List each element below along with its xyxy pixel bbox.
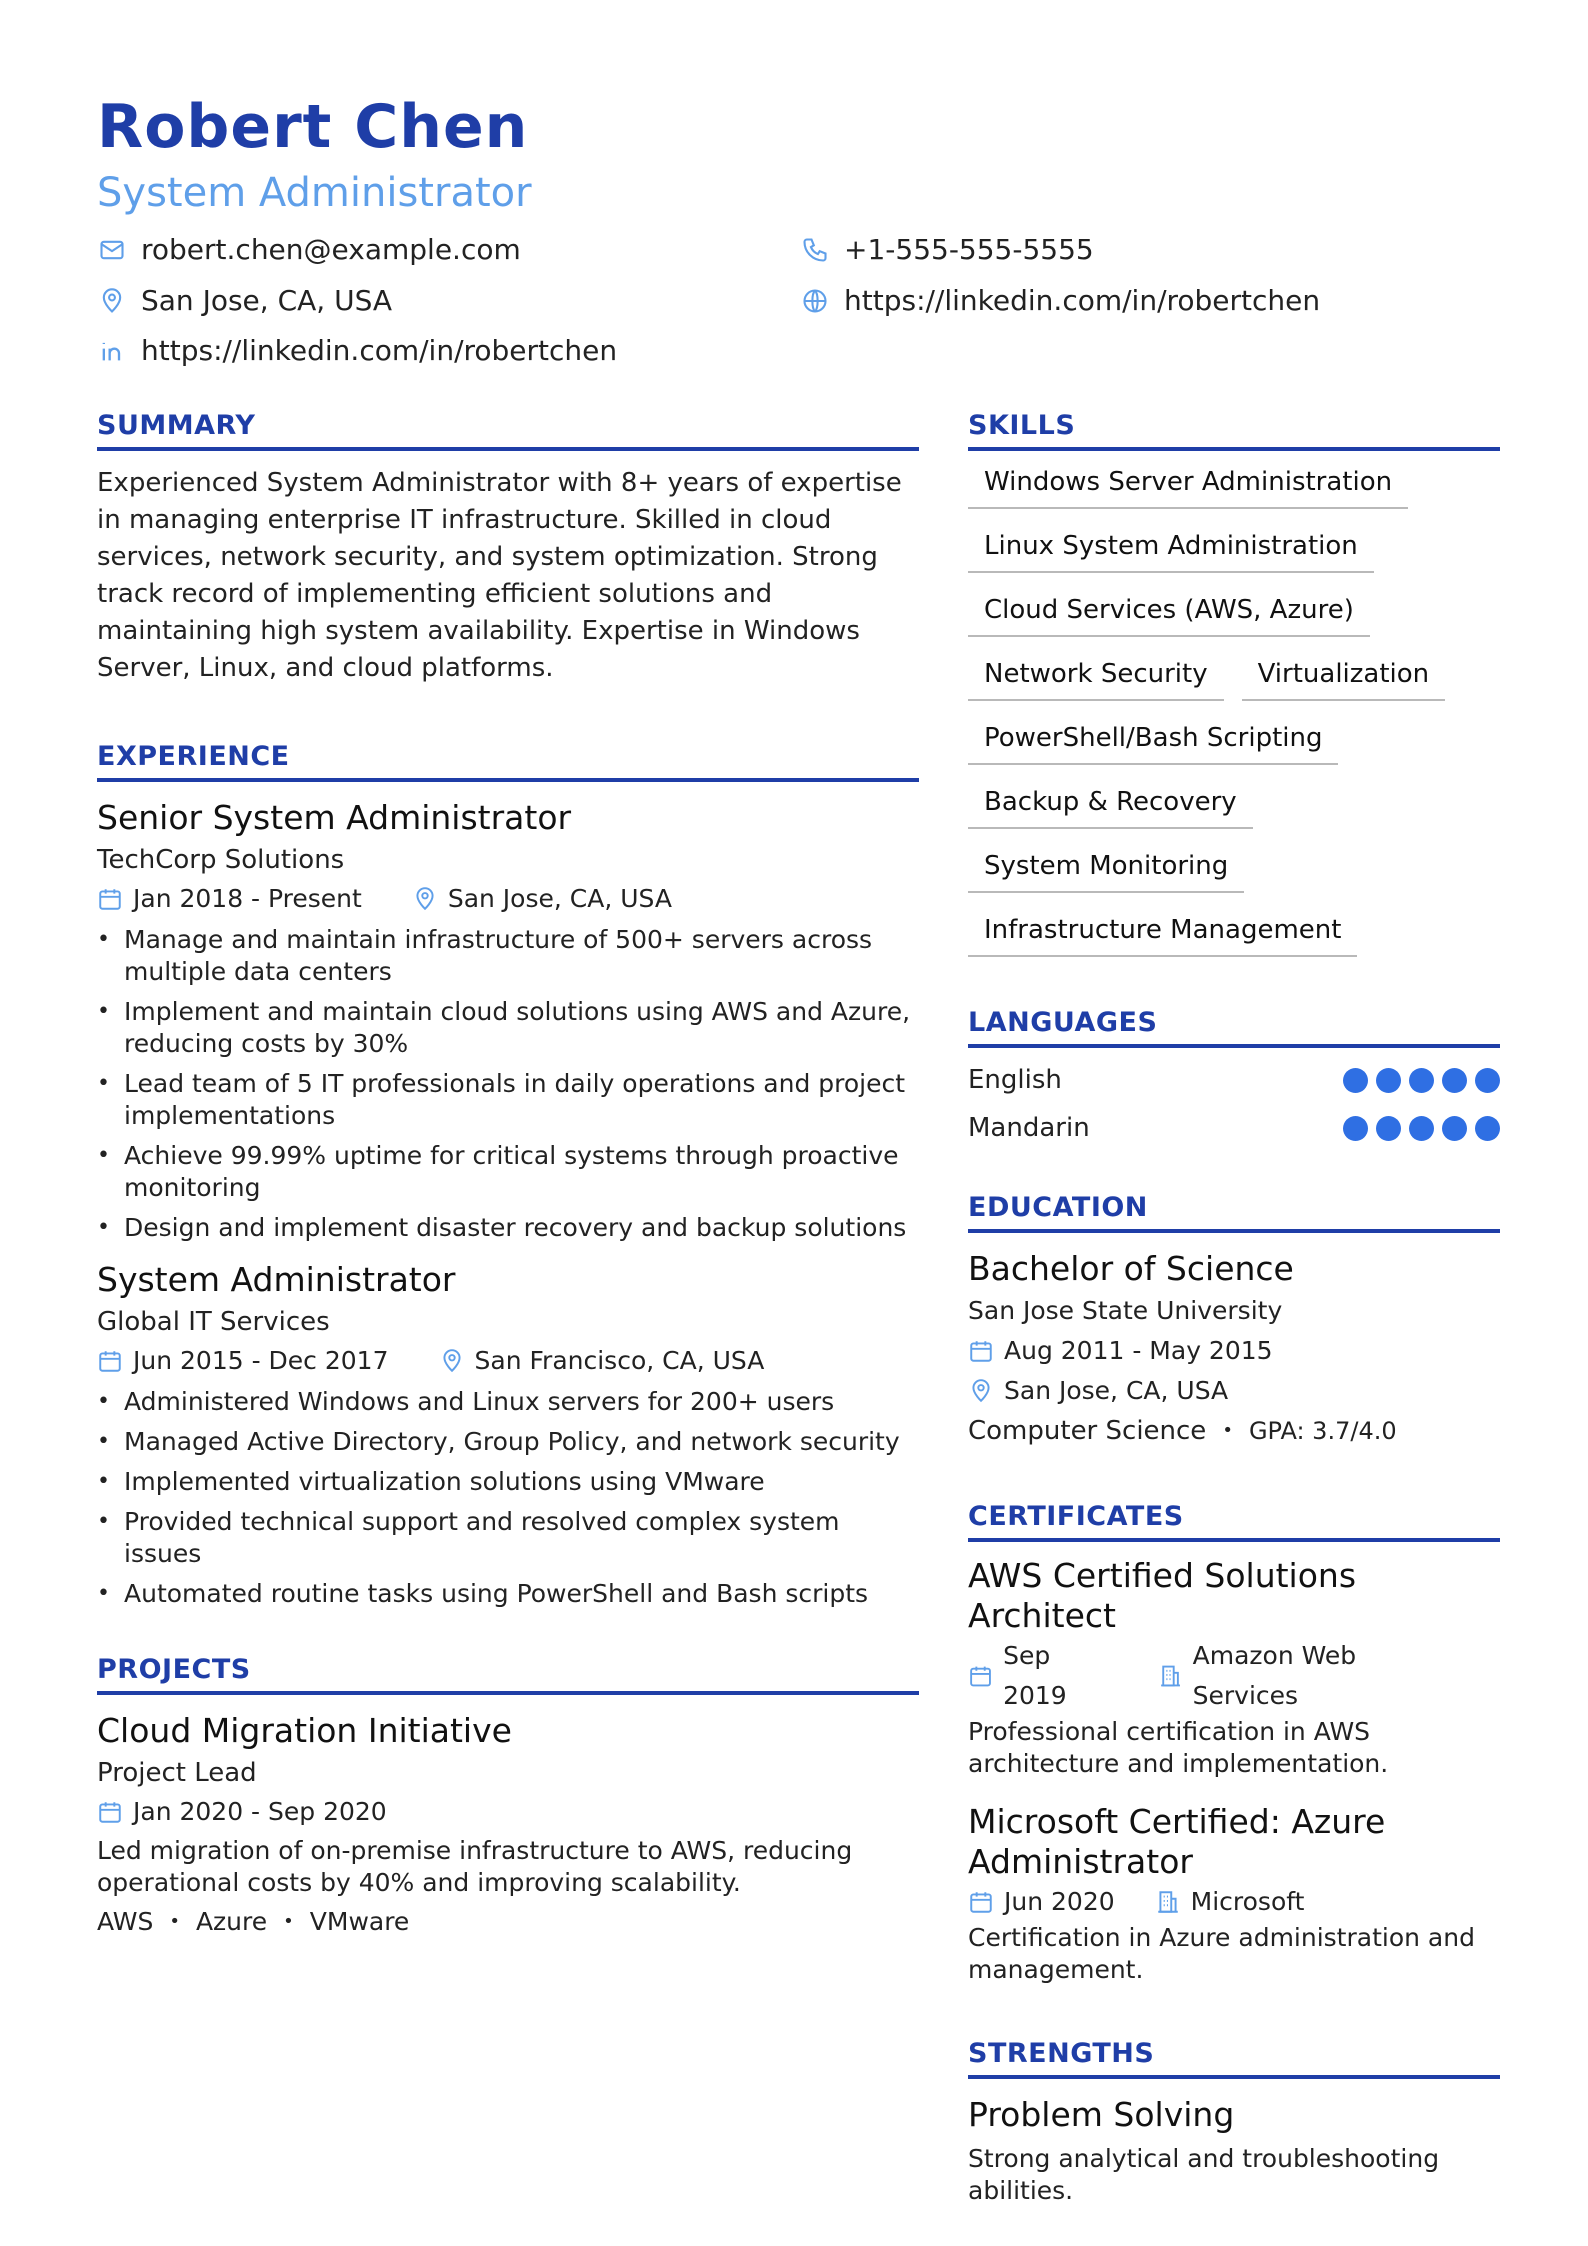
job-location: San Francisco, CA, USA [474, 1346, 765, 1375]
calendar-icon [97, 1348, 123, 1374]
certificate-entry [968, 1556, 1500, 1780]
skill-tag: PowerShell/Bash Scripting [968, 711, 1338, 765]
job-bullet: • Achieve 99.99% uptime for critical systems through proactive monitoring [97, 1140, 919, 1204]
contact-phone-text: +1-555-555-5555 [844, 233, 1094, 266]
job-bullet: • Implement and maintain cloud solutions using AWS and Azure, reducing costs by 30% [97, 996, 919, 1060]
education-field: Computer Science [968, 1416, 1207, 1446]
project-tag: AWS [97, 1907, 154, 1936]
candidate-headline: System Administrator [97, 170, 532, 216]
job-dates: Jun 2015 - Dec 2017 [133, 1346, 389, 1375]
skill-tag: Windows Server Administration [968, 455, 1408, 509]
strengths-title: STRENGTHS [968, 2038, 1500, 2079]
language-name: English [968, 1065, 1062, 1095]
certificate-issuer: Microsoft [1190, 1887, 1305, 1916]
skills-list [968, 455, 1500, 957]
job-meta [97, 1342, 919, 1380]
education-gpa: GPA: 3.7/4.0 [1248, 1417, 1397, 1445]
calendar-icon [968, 1889, 994, 1915]
project-tags: AWS • Azure • VMware [97, 1907, 410, 1936]
language-level-dots [1343, 1116, 1500, 1141]
candidate-name: Robert Chen [97, 92, 529, 162]
phone-icon [800, 235, 830, 265]
right-column [968, 410, 1500, 2207]
contact-linkedin-text: https://linkedin.com/in/robertchen [141, 334, 618, 367]
certificate-meta [968, 1636, 1500, 1716]
skill-tag: Virtualization [1242, 647, 1446, 701]
job-location: San Jose, CA, USA [447, 884, 672, 913]
mail-icon [97, 235, 127, 265]
job-bullet: • Provided technical support and resolved complex system issues [97, 1506, 919, 1570]
project-role: Project Lead [97, 1758, 257, 1788]
project-name: Cloud Migration Initiative [97, 1711, 512, 1750]
calendar-icon [97, 1799, 123, 1825]
job-bullet: • Administered Windows and Linux servers for 200+ users [97, 1386, 919, 1418]
certificate-name: Microsoft Certified: Azure Administrator [968, 1802, 1386, 1881]
location-pin-icon [439, 1348, 465, 1374]
education-dates: Aug 2011 - May 2015 [1004, 1336, 1273, 1365]
contact-email-text: robert.chen@example.com [141, 233, 521, 266]
summary-title: SUMMARY [97, 410, 919, 451]
language-level-dots [1343, 1068, 1500, 1093]
certificate-issuer: Amazon Web Services [1192, 1641, 1357, 1710]
building-icon [1155, 1889, 1181, 1915]
job-bullet: • Lead team of 5 IT professionals in daily operations and project implementations [97, 1068, 919, 1132]
skill-tag: Cloud Services (AWS, Azure) [968, 583, 1370, 637]
contact-website[interactable] [800, 284, 1320, 317]
contact-phone[interactable] [800, 233, 1094, 266]
certificate-description: Professional certification in AWS architecture and implementation. [968, 1717, 1389, 1778]
languages-title: LANGUAGES [968, 1007, 1500, 1048]
projects-section [97, 1654, 919, 1936]
job-position: System Administrator [97, 1260, 456, 1299]
location-pin-icon [412, 886, 438, 912]
location-pin-icon [97, 286, 127, 316]
project-description: Led migration of on-premise infrastructure to AWS, reducing operational costs by 40% and improving scalability. [97, 1836, 853, 1897]
calendar-icon [968, 1663, 993, 1689]
left-column [97, 410, 919, 1936]
project-dates: Jan 2020 - Sep 2020 [133, 1797, 387, 1826]
education-location: San Jose, CA, USA [1004, 1376, 1229, 1405]
job-bullets [97, 1386, 919, 1610]
skill-tag: Infrastructure Management [968, 903, 1357, 957]
contact-location [97, 284, 392, 317]
job-company: Global IT Services [97, 1307, 330, 1337]
location-pin-icon [968, 1378, 994, 1404]
job-dates: Jan 2018 - Present [133, 884, 362, 913]
job-meta [97, 880, 919, 918]
globe-icon [800, 286, 830, 316]
skills-section [968, 410, 1500, 957]
skill-tag: Network Security [968, 647, 1224, 701]
job-position: Senior System Administrator [97, 798, 572, 837]
summary-text: Experienced System Administrator with 8+ years of expertise in managing enterprise IT infrastructure. Skilled in cloud services, network security, and system optimization. Strong track record of implementing efficient solutions and maintaining high system availability. Expertise in Windows Server, Linux, and cloud platforms. [97, 468, 902, 683]
certificates-title: CERTIFICATES [968, 1501, 1500, 1542]
certificate-description: Certification in Azure administration and management. [968, 1923, 1475, 1984]
education-school: San Jose State University [968, 1296, 1283, 1325]
calendar-icon [968, 1338, 994, 1364]
job-bullet: • Managed Active Directory, Group Policy, and network security [97, 1426, 919, 1458]
experience-title: EXPERIENCE [97, 741, 919, 782]
education-location-row [968, 1371, 1500, 1411]
certificate-name: AWS Certified Solutions Architect [968, 1556, 1357, 1635]
certificate-meta [968, 1882, 1500, 1922]
certificate-entry [968, 1802, 1500, 1986]
linkedin-icon [97, 336, 127, 366]
job-company: TechCorp Solutions [97, 845, 345, 875]
skill-tag: Linux System Administration [968, 519, 1374, 573]
education-degree: Bachelor of Science [968, 1249, 1294, 1288]
strengths-section [968, 2038, 1500, 2207]
job-bullet: • Implemented virtualization solutions using VMware [97, 1466, 919, 1498]
contact-location-text: San Jose, CA, USA [141, 284, 393, 317]
building-icon [1158, 1663, 1183, 1689]
project-tag: VMware [309, 1907, 410, 1936]
job-entry [97, 1258, 919, 1610]
contact-linkedin[interactable] [97, 334, 617, 367]
strength-description: Strong analytical and troubleshooting abilities. [968, 2144, 1440, 2205]
certificates-section [968, 1501, 1500, 1986]
projects-title: PROJECTS [97, 1654, 919, 1695]
job-entry [97, 796, 919, 1244]
strength-name: Problem Solving [968, 2095, 1235, 2134]
languages-section [968, 1007, 1500, 1152]
project-entry [97, 1709, 919, 1936]
certificate-date: Jun 2020 [1004, 1887, 1115, 1916]
skill-tag: Backup & Recovery [968, 775, 1253, 829]
calendar-icon [97, 886, 123, 912]
job-bullet: • Manage and maintain infrastructure of 500+ servers across multiple data centers [97, 924, 919, 988]
skill-tag: System Monitoring [968, 839, 1244, 893]
language-name: Mandarin [968, 1113, 1090, 1143]
certificate-date: Sep 2019 [1003, 1641, 1067, 1710]
education-dates-row [968, 1331, 1500, 1371]
job-bullet: • Design and implement disaster recovery and backup solutions [97, 1212, 919, 1244]
project-tag: Azure [195, 1907, 268, 1936]
job-bullet: • Automated routine tasks using PowerShell and Bash scripts [97, 1578, 919, 1610]
skills-title: SKILLS [968, 410, 1500, 451]
contact-email[interactable] [97, 233, 521, 266]
contact-website-text: https://linkedin.com/in/robertchen [844, 284, 1321, 317]
summary-section [97, 410, 919, 687]
language-row [968, 1056, 1500, 1104]
education-field-row: Computer Science • GPA: 3.7/4.0 [968, 1411, 1500, 1451]
project-meta [97, 1793, 919, 1831]
language-row [968, 1104, 1500, 1152]
experience-section [97, 741, 919, 1610]
job-bullets [97, 924, 919, 1244]
education-section [968, 1192, 1500, 1451]
education-title: EDUCATION [968, 1192, 1500, 1233]
